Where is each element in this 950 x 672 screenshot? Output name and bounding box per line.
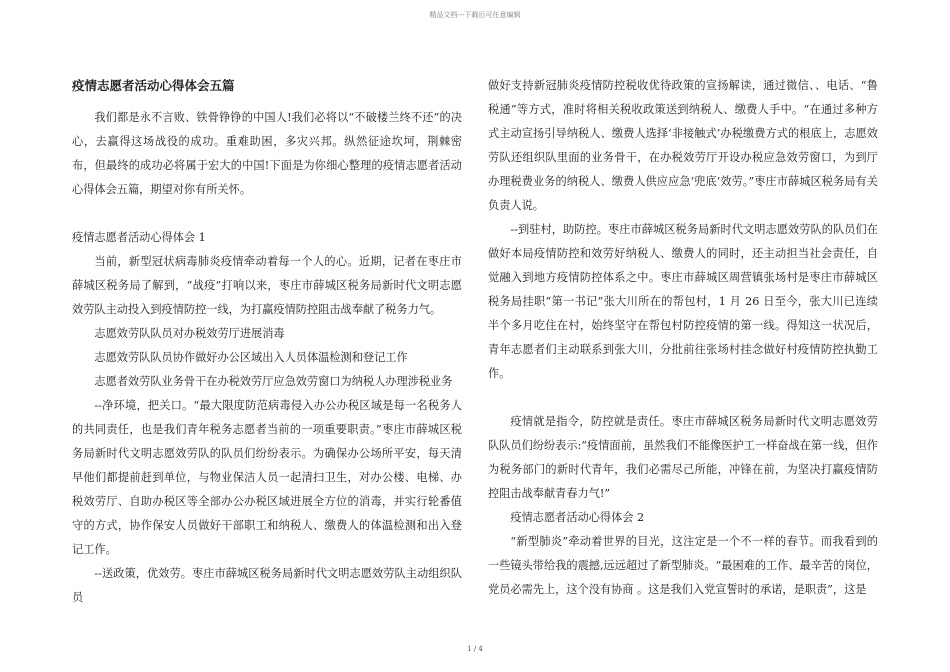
- intro-paragraph: 我们都是永不言败、铁骨铮铮的中国人!我们必将以“不破楼兰终不还”的决心，去赢得这场战役的成功。重难助困，多灾兴邦。纵然征途坎坷，荆棘密布，但最终的成功必将属于宏大的中国!下面是为你细心整理的疫情志愿者活动心得体会五篇，期望对你有所关怀。: [72, 111, 462, 196]
- document-title: 疫情志愿者活动心得体会五篇: [72, 78, 235, 93]
- paragraph: --送政策，优效劳。枣庄市薛城区税务局新时代文明志愿效劳队主动组织队员: [72, 567, 462, 604]
- paragraph: “新型肺炎”牵动着世界的目光，这注定是一个不一样的春节。而我看到的一些镜头带给我的震撼,远远超过了新型肺炎。“最困难的工作、最辛苦的岗位，党员必需先上，这个没有协商 。这是我们入党宣誓时的承诺，是职责”，这是: [488, 535, 878, 596]
- right-column: [488, 74, 878, 602]
- caption-line: 志愿效劳队队员协作做好办公区域出入人员体温检测和登记工作: [94, 351, 408, 364]
- section-heading-1: 疫情志愿者活动心得体会 1: [72, 231, 206, 244]
- page-number: 1 / 4: [467, 645, 483, 653]
- header-note: 精品文档---下载后可任意编辑: [429, 11, 521, 19]
- left-column: [72, 74, 462, 610]
- paragraph: 当前，新型冠状病毒肺炎疫情牵动着每一个人的心。近期，记者在枣庄市薛城区税务局了解到，“战疫”打响以来，枣庄市薛城区税务局新时代文明志愿效劳队主动投入到疫情防控一线，为打赢疫情防控阻击战奉献了税务力气。: [72, 255, 462, 316]
- paragraph: --净环境，把关口。“最大限度防范病毒侵入办公办税区域是每一名税务人的共同责任，也是我们青年税务志愿者当前的一项重要职责。”枣庄市薛城区税务局新时代文明志愿效劳队的队员们纷纷表示。为确保办公场所平安，每天清早他们都提前赶到单位，与物业保洁人员一起清扫卫生，对办公楼、电梯、办税效劳厅、自助办税区等全部办公办税区域进展全方位的消毒，并实行轮番值守的方式，协作保安人员做好干部职工和纳税人、缴费人的体温检测和出入登记工作。: [72, 399, 462, 556]
- paragraph: 疫情就是指令，防控就是责任。枣庄市薛城区税务局新时代文明志愿效劳队队员们纷纷表示:“疫情面前，虽然我们不能像医护工一样奋战在第一线，但作为税务部门的新时代青年，我们必需尽己所能，冲锋在前，为坚决打赢疫情防控阻击战奉献青春力气!”: [488, 415, 878, 500]
- section-heading-2: 疫情志愿者活动心得体会 2: [510, 511, 645, 524]
- caption-line: 志愿者效劳队业务骨干在办税效劳厅应急效劳窗口为纳税人办理涉税业务: [94, 375, 453, 388]
- paragraph: 做好支持新冠肺炎疫情防控税收优待政策的宣扬解读，通过微信、、电话、“鲁税通”等方式，准时将相关税收政策送到纳税人、缴费人手中。“在通过多种方式主动宣扬引导纳税人、缴费人选择‘非接触式’办税缴费方式的根底上，志愿效劳队还组织队里面的业务骨干，在办税效劳厅开设办税应急效劳窗口，为到厅办理税费业务的纳税人、缴费人供应应急‘兜底’效劳。”枣庄市薛城区税务局有关负责人说。: [488, 79, 878, 212]
- paragraph: --到驻村，助防控。枣庄市薛城区税务局新时代文明志愿效劳队的队员们在做好本局疫情防控和效劳好纳税人、缴费人的同时，还主动担当社会责任，自觉融入到地方疫情防控体系之中。枣庄市薛城区周营镇张场村是枣庄市薛城区税务局挂职“第一书记”张大川所在的帮包村，1 月 26 日至今，张大川已连续半个多月吃住在村，始终坚守在帮包村防控疫情的第一线。得知这一状况后，青年志愿者们主动联系到张大川，分批前往张场村挂念做好村疫情防控执勤工作。: [488, 223, 878, 380]
- caption-line: 志愿效劳队队员对办税效劳厅进展消毒: [94, 327, 285, 340]
